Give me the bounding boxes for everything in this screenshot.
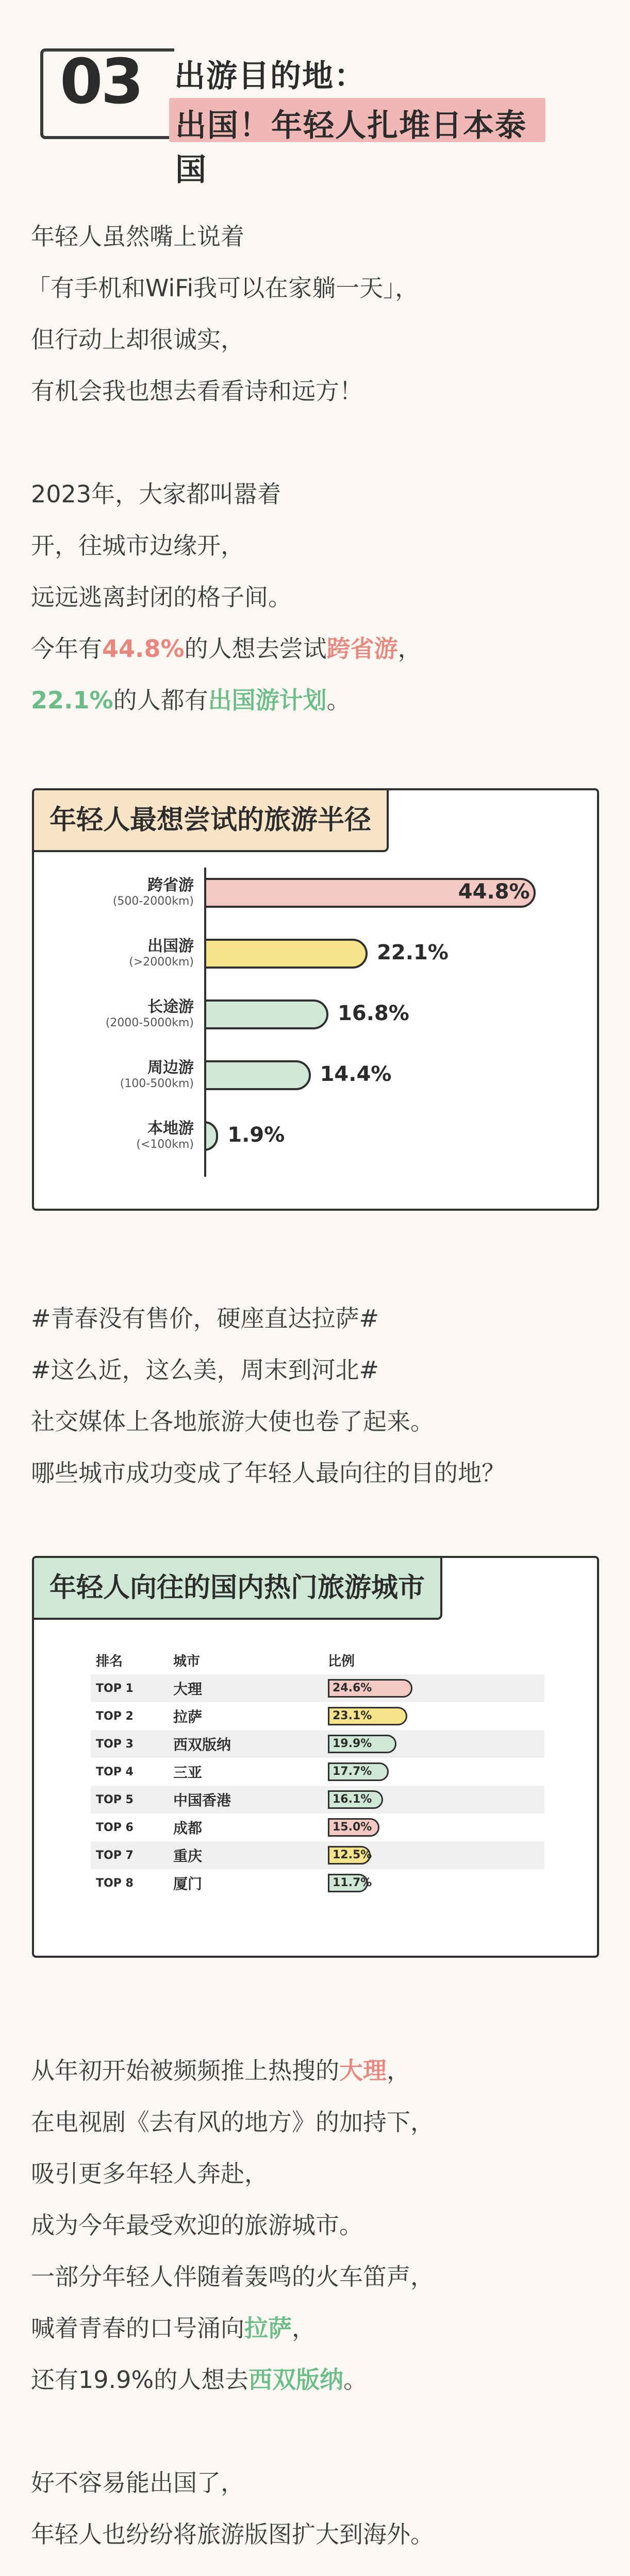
card-title: 年轻人向往的国内热门旅游城市 <box>34 1558 442 1620</box>
ratio-bar: 23.1% <box>328 1707 407 1725</box>
domestic-table <box>91 1646 544 1897</box>
paragraph-line: 好不容易能出国了， <box>31 2469 244 2497</box>
table-row <box>91 1786 544 1814</box>
paragraph-line <box>31 2056 410 2087</box>
name-cell: 大理 <box>168 1674 323 1702</box>
text: ， <box>387 2057 410 2084</box>
ratio-cell <box>323 1730 544 1758</box>
ratio-bar: 17.7% <box>328 1762 389 1781</box>
ratio-bar: 24.6% <box>328 1679 412 1698</box>
intro-line: 有机会我也想去看看诗和远方！ <box>31 377 363 405</box>
ratio-cell <box>323 1841 544 1869</box>
category-label: 长途游 (2000-5000km) <box>70 998 194 1029</box>
column-header: 城市 <box>173 1653 201 1669</box>
highlight-city: 拉萨 <box>244 2314 292 2342</box>
text: 从年初开始被频频推上热搜的 <box>31 2057 339 2084</box>
value-label: 22.1% <box>377 941 449 964</box>
category-label: 跨省游 (500-2000km) <box>70 877 194 908</box>
category-label: 本地游 (<100km) <box>70 1120 194 1151</box>
rank-cell: TOP 3 <box>91 1730 168 1758</box>
table-row <box>91 1758 544 1786</box>
paragraph-line: 开，往城市边缘开， <box>31 532 244 560</box>
table-row <box>91 1814 544 1841</box>
paragraph-line: 2023年，大家都叫嚣着 <box>31 480 281 508</box>
name-cell: 中国香港 <box>168 1786 323 1814</box>
value-label: 14.4% <box>320 1062 392 1086</box>
category-label: 周边游 (100-500km) <box>70 1059 194 1090</box>
category-label: 出国游 (>2000km) <box>70 938 194 969</box>
rank-cell: TOP 5 <box>91 1786 168 1814</box>
text: ， <box>292 2314 316 2342</box>
value-label: 1.9% <box>227 1123 285 1147</box>
section-title-line1: 出游目的地： <box>174 58 366 94</box>
section-header <box>40 31 545 188</box>
rank-cell: TOP 7 <box>91 1841 168 1869</box>
text: 的人都有 <box>113 686 208 714</box>
rank-cell: TOP 6 <box>96 1821 134 1834</box>
name-cell: 成都 <box>173 1820 203 1837</box>
bar <box>204 1060 311 1090</box>
rank-cell: TOP 1 <box>91 1674 168 1702</box>
ratio-bar: 19.9% <box>328 1735 396 1753</box>
highlight-city: 西双版纳 <box>248 2366 344 2394</box>
paragraph-line: 在电视剧《去有风的地方》的加持下， <box>31 2108 434 2136</box>
rank-cell: TOP 8 <box>96 1876 134 1890</box>
table-row <box>91 1730 544 1758</box>
table-header <box>91 1646 544 1674</box>
ratio-cell <box>323 1702 544 1730</box>
paragraph-line: 一部分年轻人伴随着轰鸣的火车笛声， <box>31 2263 434 2291</box>
rank-cell: TOP 2 <box>96 1709 134 1723</box>
text: 还有19.9%的人想去 <box>31 2366 249 2394</box>
highlight-stat: 22.1% <box>31 686 113 714</box>
name-cell: 厦门 <box>173 1875 203 1892</box>
category-range: (2000-5000km) <box>105 1016 194 1029</box>
table-row <box>91 1674 544 1702</box>
bar <box>204 939 368 969</box>
paragraph-line <box>31 2365 367 2396</box>
ratio-cell <box>323 1869 544 1897</box>
radius-chart-card <box>32 788 599 1211</box>
ratio-cell <box>323 1758 544 1786</box>
paragraph-line <box>31 2313 316 2344</box>
highlight-term: 跨省游 <box>326 635 398 663</box>
domestic-cities-card <box>32 1556 599 1958</box>
highlight-city: 大理 <box>339 2057 387 2084</box>
text: 喊着青春的口号涌向 <box>31 2314 244 2342</box>
chart-title: 年轻人最想尝试的旅游半径 <box>34 790 389 852</box>
section-title-line2: 出国！年轻人扎堆日本泰国 <box>175 108 527 188</box>
highlight-term: 出国游计划 <box>208 686 327 714</box>
paragraph-line <box>31 634 422 665</box>
column-header: 比例 <box>328 1653 355 1669</box>
ratio-bar: 12.5% <box>328 1846 371 1865</box>
table-row <box>91 1841 544 1869</box>
paragraph-line <box>31 685 351 716</box>
bar <box>204 999 328 1029</box>
ratio-cell <box>323 1674 544 1702</box>
ratio-cell <box>323 1786 544 1814</box>
highlight-stat: 44.8% <box>102 635 185 663</box>
category-range: (500-2000km) <box>112 894 194 908</box>
paragraph-line: 社交媒体上各地旅游大使也卷了起来。 <box>31 1408 434 1435</box>
paragraph-line: #这么近，这么美，周末到河北# <box>31 1356 379 1384</box>
ratio-cell <box>323 1814 544 1841</box>
ratio-bar: 15.0% <box>328 1818 379 1837</box>
value-label: 16.8% <box>338 1002 409 1025</box>
ratio-bar: 16.1% <box>328 1790 383 1809</box>
section-number: 03 <box>60 46 142 118</box>
name-cell: 拉萨 <box>173 1708 203 1725</box>
paragraph-line: 远远逃离封闭的格子间。 <box>31 583 292 611</box>
category-range: (100-500km) <box>120 1077 194 1090</box>
name-cell: 重庆 <box>168 1841 323 1869</box>
intro-line: 年轻人虽然嘴上说着 <box>31 223 244 250</box>
column-header: 排名 <box>96 1653 123 1669</box>
bar <box>204 1121 218 1151</box>
text: 。 <box>343 2366 368 2394</box>
rank-cell: TOP 4 <box>96 1765 134 1778</box>
category-range: (<100km) <box>136 1138 194 1151</box>
intro-line: 「有手机和WiFi我可以在家躺一天」， <box>27 274 419 302</box>
table-row <box>91 1702 544 1730</box>
ratio-bar: 11.7% <box>328 1874 368 1892</box>
name-cell: 西双版纳 <box>168 1730 323 1758</box>
intro-line: 但行动上却很诚实， <box>31 326 244 353</box>
text: 。 <box>326 686 351 714</box>
paragraph-line: 哪些城市成功变成了年轻人最向往的目的地？ <box>31 1459 505 1487</box>
value-label: 44.8% <box>458 880 530 904</box>
table-row <box>91 1869 544 1897</box>
name-cell: 三亚 <box>173 1764 203 1781</box>
text: 的人想去尝试 <box>184 635 327 663</box>
paragraph-line: 年轻人也纷纷将旅游版图扩大到海外。 <box>31 2520 434 2548</box>
paragraph-line: 成为今年最受欢迎的旅游城市。 <box>31 2211 363 2239</box>
text: 今年有 <box>31 635 102 663</box>
paragraph-line: 吸引更多年轻人奔赴， <box>31 2160 268 2188</box>
paragraph-line: #青春没有售价，硬座直达拉萨# <box>31 1304 379 1332</box>
category-range: (>2000km) <box>129 955 194 969</box>
text: ， <box>397 635 422 663</box>
